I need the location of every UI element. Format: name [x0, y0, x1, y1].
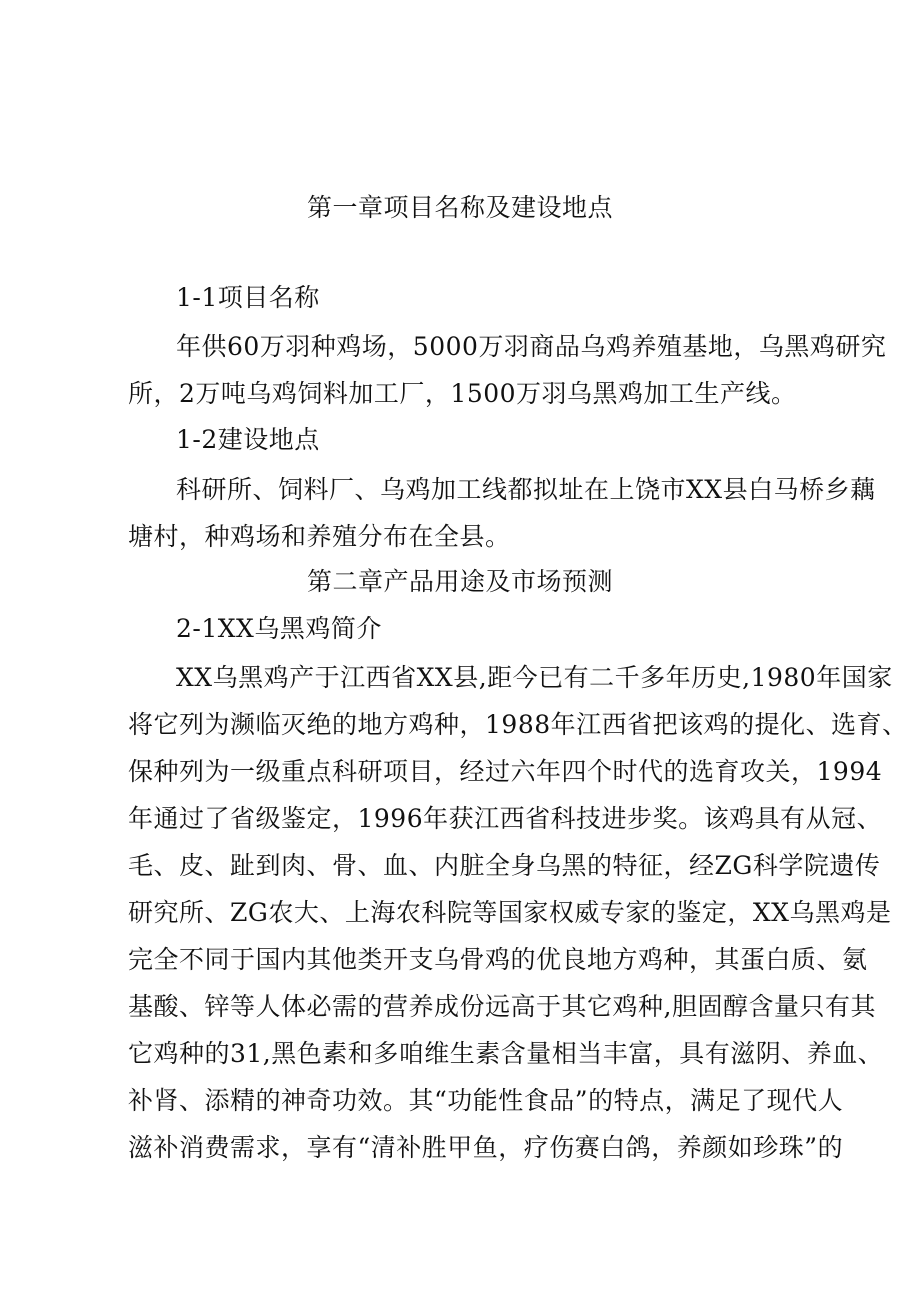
paragraph-line: 滋补消费需求，享有“清补胜甲鱼，疗伤赛白鸽，养颜如珍珠”的	[128, 1133, 844, 1162]
paragraph-line: 补肾、添精的神奇功效。其“功能性食品”的特点，满足了现代人	[128, 1086, 844, 1115]
paragraph-line: 将它列为濒临灭绝的地方鸡种，1988年江西省把该鸡的提化、选育、	[128, 710, 908, 739]
paragraph-line: 保种列为一级重点科研项目，经过六年四个时代的选育攻关，1994	[128, 757, 883, 786]
section-1-2-heading: 1-2建设地点	[176, 425, 320, 454]
paragraph-line: 基酸、锌等人体必需的营养成份远高于其它鸡种,胆固醇含量只有其	[128, 992, 876, 1021]
paragraph-line: 完全不同于国内其他类开支乌骨鸡的优良地方鸡种，其蛋白质、氨	[128, 945, 868, 974]
paragraph-line: 它鸡种的31,黑色素和多咱维生素含量相当丰富，具有滋阴、养血、	[128, 1039, 884, 1068]
paragraph-line: 所，2万吨乌鸡饲料加工厂，1500万羽乌黑鸡加工生产线。	[128, 379, 797, 408]
paragraph-line: 毛、皮、趾到肉、骨、血、内脏全身乌黑的特征，经ZG科学院遗传	[128, 851, 881, 880]
section-1-1-heading: 1-1项目名称	[176, 283, 320, 312]
paragraph-line: 科研所、饲料厂、乌鸡加工线都拟址在上饶市XX县白马桥乡藕	[176, 475, 876, 504]
section-2-1-heading: 2-1XX乌黑鸡简介	[176, 614, 382, 643]
paragraph-line: 年通过了省级鉴定，1996年获江西省科技进步奖。该鸡具有从冠、	[128, 804, 883, 833]
chapter-1-title: 第一章项目名称及建设地点	[306, 193, 613, 222]
paragraph-line: XX乌黑鸡产于江西省XX县,距今已有二千多年历史,1980年国家	[176, 663, 893, 692]
paragraph-line: 研究所、ZG农大、上海农科院等国家权威专家的鉴定，XX乌黑鸡是	[128, 898, 892, 927]
paragraph-line: 年供60万羽种鸡场，5000万羽商品乌鸡养殖基地，乌黑鸡研究	[176, 332, 887, 361]
chapter-2-title: 第二章产品用途及市场预测	[306, 567, 613, 596]
paragraph-line: 塘村，种鸡场和养殖分布在全县。	[128, 522, 511, 551]
